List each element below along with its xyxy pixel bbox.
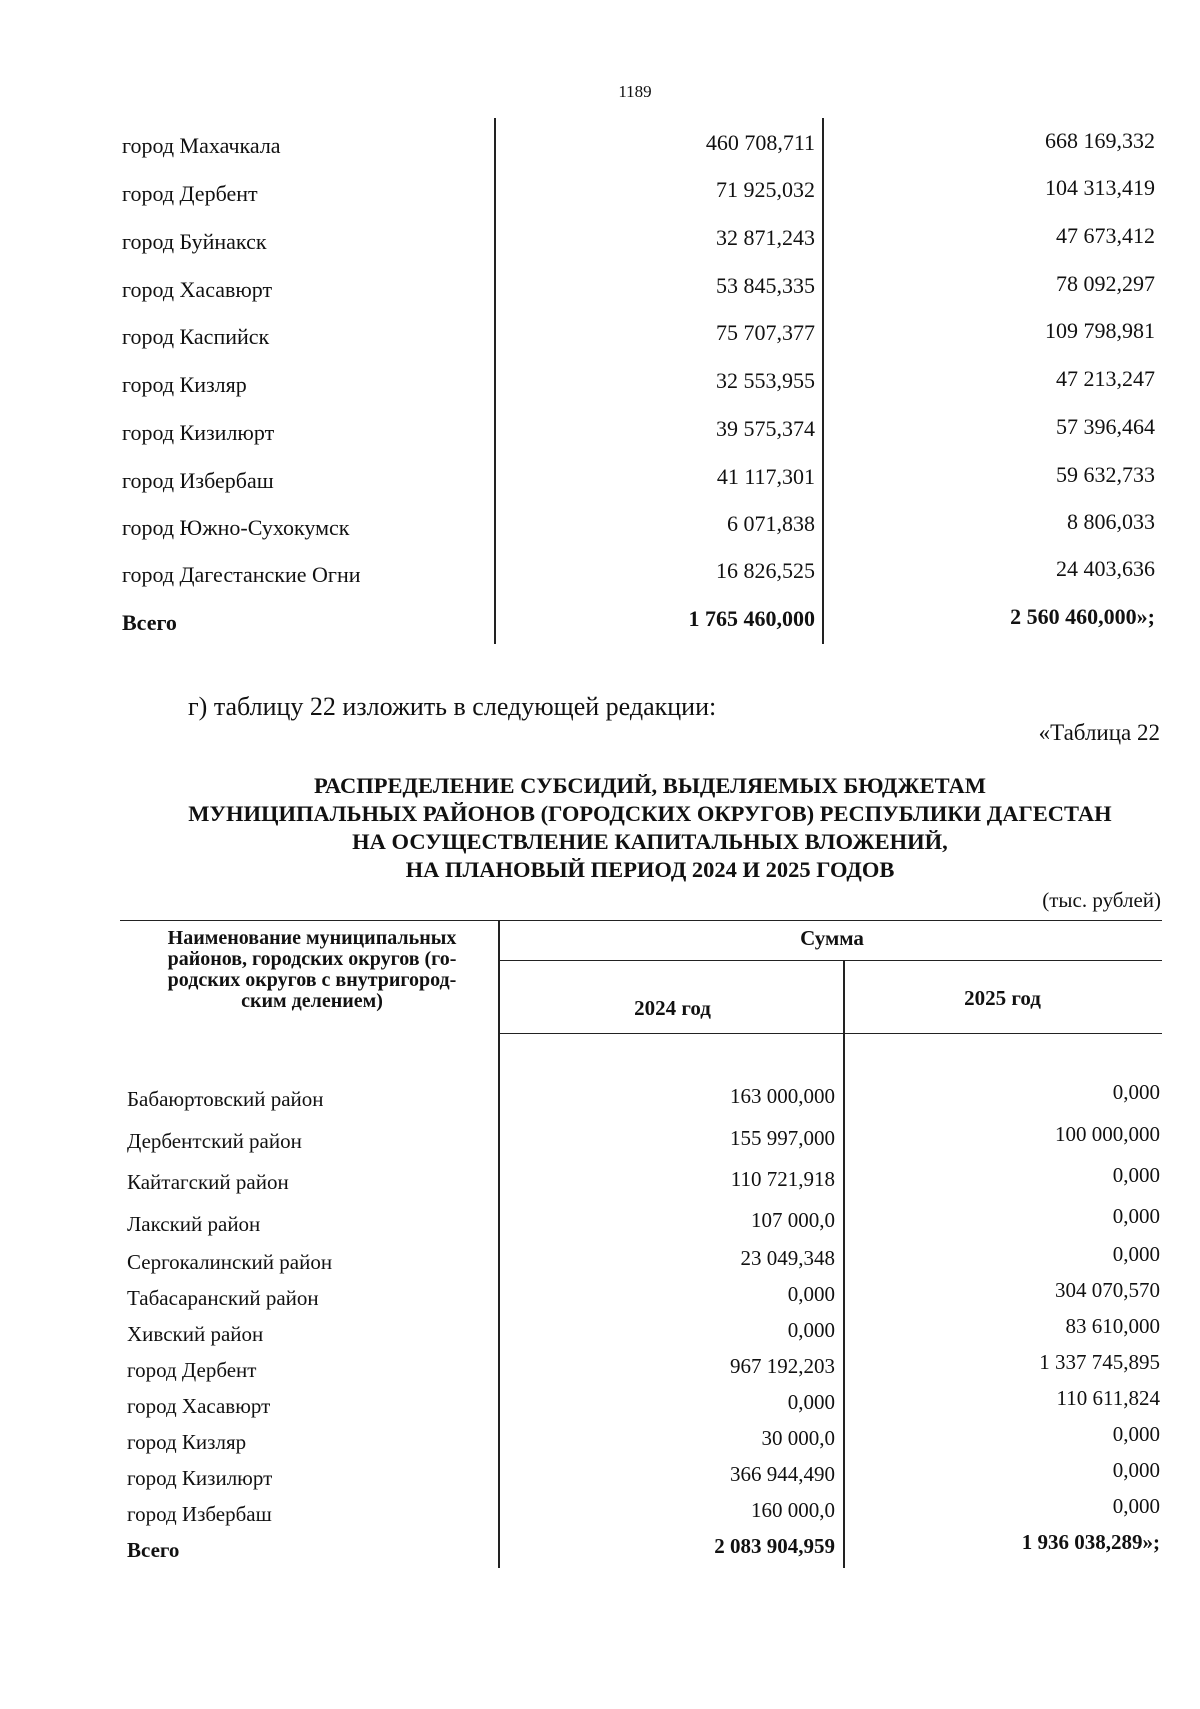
row-value-2025: 1 337 745,895 xyxy=(1039,1350,1160,1374)
table-row xyxy=(0,1163,1200,1206)
row-value-2: 104 313,419 xyxy=(1045,175,1155,200)
row-value-2025: 0,000 xyxy=(1112,1494,1160,1518)
total-value-2025: 1 936 038,289»; xyxy=(1021,1530,1160,1554)
row-value-2024: 160 000,0 xyxy=(751,1498,835,1522)
table-row xyxy=(0,509,1200,555)
row-value-2025: 304 070,570 xyxy=(1055,1278,1160,1302)
row-value-1: 53 845,335 xyxy=(716,273,815,298)
table-total-row xyxy=(0,604,1200,650)
row-value-1: 460 708,711 xyxy=(705,130,815,155)
row-value-2025: 0,000 xyxy=(1112,1422,1160,1446)
table-row xyxy=(0,271,1200,317)
row-value-2025: 0,000 xyxy=(1112,1242,1160,1266)
row-name: город Буйнакск xyxy=(122,229,267,254)
row-name: город Кизляр xyxy=(122,372,247,397)
row-name: город Кизляр xyxy=(127,1430,247,1454)
row-value-1: 6 071,838 xyxy=(727,511,815,536)
header-name-line: родских округов с внутригород- xyxy=(167,969,457,991)
row-value-2: 59 632,733 xyxy=(1056,462,1155,487)
row-value-2024: 163 000,000 xyxy=(730,1084,835,1108)
header-divider xyxy=(500,960,1162,961)
table-total-row xyxy=(0,1530,1200,1574)
row-value-2: 109 798,981 xyxy=(1045,318,1155,343)
row-value-2: 78 092,297 xyxy=(1056,271,1155,296)
row-name: город Хасавюрт xyxy=(127,1394,271,1418)
row-name: Бабаюртовский район xyxy=(127,1087,324,1111)
total-label: Всего xyxy=(127,1538,180,1562)
row-value-2: 668 169,332 xyxy=(1045,128,1155,153)
row-value-2: 24 403,636 xyxy=(1056,556,1155,581)
row-name: город Каспийск xyxy=(122,324,270,349)
header-year-2025: 2025 год xyxy=(964,986,1041,1010)
table-row xyxy=(0,175,1200,221)
row-value-1: 41 117,301 xyxy=(716,464,815,489)
row-name: город Дербент xyxy=(122,181,258,206)
table-row xyxy=(0,1080,1200,1123)
row-value-2024: 30 000,0 xyxy=(761,1426,835,1450)
row-name: город Кизилюрт xyxy=(127,1466,273,1490)
row-value-1: 16 826,525 xyxy=(716,558,815,583)
previous-table xyxy=(0,0,1200,660)
title-line: МУНИЦИПАЛЬНЫХ РАЙОНОВ (ГОРОДСКИХ ОКРУГОВ) РЕСПУБЛИКИ ДАГЕСТАН xyxy=(188,801,1112,826)
header-bottom-border xyxy=(500,1033,1162,1034)
table-row xyxy=(0,318,1200,364)
row-name: Кайтагский район xyxy=(127,1170,289,1194)
total-value-2024: 2 083 904,959 xyxy=(714,1534,835,1558)
table-row xyxy=(0,223,1200,269)
row-value-2025: 0,000 xyxy=(1112,1080,1160,1104)
row-value-2025: 0,000 xyxy=(1112,1458,1160,1482)
row-name: Лакский район xyxy=(127,1212,261,1236)
row-value-2025: 100 000,000 xyxy=(1055,1122,1160,1146)
row-name: город Махачкала xyxy=(122,133,281,158)
table-row xyxy=(0,556,1200,602)
row-name: город Кизилюрт xyxy=(122,420,275,445)
row-value-2024: 23 049,348 xyxy=(740,1246,835,1270)
row-name: город Дагестанские Огни xyxy=(122,562,361,587)
table-title xyxy=(100,772,1200,884)
row-value-1: 39 575,374 xyxy=(716,416,815,441)
row-name: Дербентский район xyxy=(127,1129,302,1153)
header-name-column xyxy=(122,928,502,1012)
row-value-2: 47 673,412 xyxy=(1056,223,1155,248)
header-name-line: районов, городских округов (го- xyxy=(167,948,457,970)
row-name: город Дербент xyxy=(127,1358,257,1382)
row-value-2024: 967 192,203 xyxy=(730,1354,835,1378)
header-name-line: ским делением) xyxy=(241,990,383,1012)
row-value-2024: 0,000 xyxy=(787,1318,835,1342)
row-value-2: 8 806,033 xyxy=(1067,509,1155,534)
row-value-2024: 366 944,490 xyxy=(730,1462,835,1486)
amendment-text: г) таблицу 22 изложить в следующей редакции: xyxy=(188,692,717,721)
title-line: НА ОСУЩЕСТВЛЕНИЕ КАПИТАЛЬНЫХ ВЛОЖЕНИЙ, xyxy=(352,829,948,854)
row-name: город Хасавюрт xyxy=(122,277,273,302)
row-name: город Избербаш xyxy=(127,1502,272,1526)
page-number: 1189 xyxy=(618,82,652,101)
title-line: РАСПРЕДЕЛЕНИЕ СУБСИДИЙ, ВЫДЕЛЯЕМЫХ БЮДЖЕТАМ xyxy=(314,773,986,798)
row-name: город Южно-Сухокумск xyxy=(122,515,350,540)
table-row xyxy=(0,366,1200,412)
row-value-2025: 0,000 xyxy=(1112,1204,1160,1228)
header-year-2024: 2024 год xyxy=(634,996,711,1020)
table-row xyxy=(0,462,1200,508)
row-value-2025: 0,000 xyxy=(1112,1163,1160,1187)
table-row xyxy=(0,1122,1200,1165)
row-value-2025: 110 611,824 xyxy=(1056,1386,1160,1410)
unit-label: (тыс. рублей) xyxy=(1042,888,1161,912)
row-value-2024: 107 000,0 xyxy=(751,1208,835,1232)
row-value-2: 47 213,247 xyxy=(1056,366,1155,391)
table-row xyxy=(0,414,1200,460)
title-line: НА ПЛАНОВЫЙ ПЕРИОД 2024 И 2025 ГОДОВ xyxy=(405,857,895,882)
table-top-border xyxy=(120,920,1162,921)
row-value-2025: 83 610,000 xyxy=(1065,1314,1160,1338)
header-sum: Сумма xyxy=(800,926,864,950)
row-value-2024: 155 997,000 xyxy=(730,1126,835,1150)
row-value-1: 75 707,377 xyxy=(716,320,815,345)
row-value-1: 71 925,032 xyxy=(716,177,815,202)
total-value-2: 2 560 460,000»; xyxy=(1010,604,1155,629)
table-row xyxy=(0,128,1200,173)
row-value-1: 32 871,243 xyxy=(716,225,815,250)
row-value-2: 57 396,464 xyxy=(1056,414,1155,439)
total-label: Всего xyxy=(122,610,177,635)
table-number: «Таблица 22 xyxy=(1038,720,1160,745)
row-name: Хивский район xyxy=(127,1322,264,1346)
row-name: Сергокалинский район xyxy=(127,1250,333,1274)
row-name: город Избербаш xyxy=(122,468,274,493)
row-value-2024: 110 721,918 xyxy=(730,1167,835,1191)
total-value-1: 1 765 460,000 xyxy=(688,606,815,631)
header-name-line: Наименование муниципальных xyxy=(167,927,457,949)
row-value-2024: 0,000 xyxy=(787,1282,835,1306)
row-name: Табасаранский район xyxy=(127,1286,319,1310)
row-value-1: 32 553,955 xyxy=(716,368,815,393)
row-value-2024: 0,000 xyxy=(787,1390,835,1414)
